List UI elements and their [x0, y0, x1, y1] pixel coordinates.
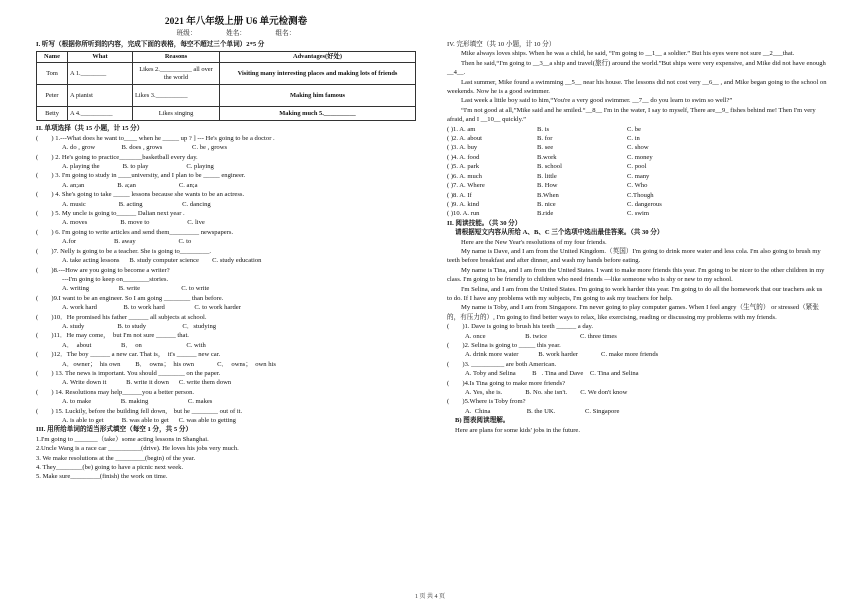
question-line: ( )12．The boy ______ a new car. That is， it's ______ new car. — [36, 351, 221, 359]
table-cell: Making much 5.__________ — [220, 107, 416, 121]
answer-options-line: A. playing the B. to play C. playing — [62, 163, 214, 171]
cloze-option-row — [447, 153, 829, 162]
student-info-fields: 班级： 姓名： 组名： — [176, 30, 296, 37]
cloze-option: ( )4. A. food — [447, 153, 480, 161]
question-line: ( )9.I want to be an engineer. So I am going ________ than before. — [36, 294, 224, 302]
cloze-option-row — [447, 191, 829, 200]
table-header-cell: Advantages(好处) — [220, 52, 416, 63]
table-cell: Visiting many interesting places and making lots of friends — [220, 63, 416, 85]
table-header-row — [37, 52, 416, 63]
fill-blank-item: 3. We make resolutions at the _________(begin) of the year. — [36, 454, 196, 462]
multiple-choice-list — [36, 134, 436, 426]
answer-options-line: A. study B. to study C．studying — [62, 322, 217, 330]
chart-reading-intro: Here are plans for some kids' jobs in the future. — [455, 426, 580, 434]
cloze-option: ( )2. A. about — [447, 135, 482, 143]
answer-options-line: A. music B. acting C. dancing — [62, 200, 211, 208]
answer-options-line: A． about B． on C. with — [62, 341, 206, 349]
table-cell: Likes singing — [133, 107, 220, 121]
table-cell: Betty — [37, 107, 68, 121]
answer-options-line: A. drink more water B. work harder C. make more friends — [465, 351, 659, 359]
question-line: ( )1. Dave is going to brush his teeth ______ a day. — [447, 323, 594, 331]
fill-blank-item: 5. Make sure_________(finish) the work on time. — [36, 473, 168, 481]
table-header-cell: What — [68, 52, 133, 63]
table-cell: A 4.__________ — [68, 107, 133, 121]
answer-options-line: A. Write down it B. write it down C. write them down — [62, 379, 232, 387]
table-row — [37, 107, 416, 121]
left-column — [36, 40, 436, 482]
table-cell: Likes 3.__________ — [133, 85, 220, 107]
reading-paragraph: My name is Tina, and I am from the United States. I want to make more friends this year. I'm going to be nicer to the other children in my class. I'm going to be friendly to children who need friends —like someone who is shy or new to my school. — [447, 266, 825, 284]
fill-blank-item: 4. They________(be) going to have a picnic next week. — [36, 464, 184, 472]
cloze-paragraph: Then he said,“I'm going to __3__a ship and travel(旅行) around the world.”But ships were very expensive, and Mike did not have enough __4__. — [447, 59, 826, 77]
table-header-cell: Reasons — [133, 52, 220, 63]
cloze-option: ( )1. A. am — [447, 125, 476, 133]
question-line: ( )10．He promised his father ______ all subjects at school. — [36, 313, 207, 321]
fill-blank-item: 1.I'm going to _______（take）some acting lessons in Shanghai. — [36, 435, 209, 443]
cloze-paragraph: Last summer, Mike found a swimming __5__ near his house. The lessons did not cost very __6__ , and Mike began going to the school on weekends. Now he is a good swimmer. — [447, 78, 827, 96]
question-line: ( ) 3. I'm going to study in ____university, and I plan to be _____ engineer. — [36, 172, 246, 180]
question-line: ( ) 6. I'm going to write articles and send them_________ newspapers. — [36, 228, 234, 236]
cloze-option: C. swim — [627, 210, 649, 218]
cloze-option: ( )8. A. If — [447, 191, 472, 199]
cloze-option: ( )6. A. much — [447, 172, 482, 180]
table-cell: Likes 2.__________ all over the world — [133, 63, 220, 85]
cloze-option: C. pool — [627, 163, 647, 171]
question-line: ( ) 4. She's going to take _____ lessons because she wants to be an actress. — [36, 191, 245, 199]
listening-section-title: I. 听写（根据你所听到的内容，完成下面的表格，每空不超过三个单词）2*5 分 — [36, 41, 265, 48]
question-line: ( ) 15. Luckily, before the building fell down, but he ________ out of it. — [36, 407, 243, 415]
reading-paragraph: My name is Dave, and I am from the United Kingdom.（英国）I'm going to drink more water and less cola. I'm also going to brush my teeth before breakfast and after dinner, and wash my hands before eating. — [447, 247, 821, 265]
answer-options-line: A. to make B. making C. makes — [62, 398, 213, 406]
answer-options-line: A. once B. twice C. three times — [465, 332, 617, 340]
table-cell: Making him famous — [220, 85, 416, 107]
reading-passage — [447, 238, 829, 323]
cloze-option-row — [447, 181, 829, 190]
cloze-paragraph: Mike always loves ships. When he was a child, he said, “I'm going to __1__ a soldier.” But his eyes were not sure __2___that. — [461, 50, 795, 58]
question-line: ( )5.Where is Toby from? — [447, 398, 526, 406]
cloze-option: B.ride — [537, 210, 554, 218]
cloze-option-row — [447, 125, 829, 134]
page-footer: 1 页 共 4 页 — [414, 593, 445, 600]
question-line: ( ) 2. He's going to practice_______basketball every day. — [36, 153, 198, 161]
cloze-option: B. is — [537, 125, 550, 133]
cloze-option: B.When — [537, 191, 559, 199]
table-cell: A pianist — [68, 85, 133, 107]
cloze-option: ( )5. A. park — [447, 163, 480, 171]
answer-options-line: A. moves B. move to C. live — [62, 219, 205, 227]
table-cell: Tom — [37, 63, 68, 85]
cloze-option-row — [447, 200, 829, 209]
page-title: 2021 年八年级上册 U6 单元检测卷 — [164, 17, 308, 27]
cloze-option: C.Though — [627, 191, 654, 199]
question-line: ( )7. Nelly is going to be a teacher. She is going to_________. — [36, 247, 212, 255]
chart-reading-title: B) 图表阅读理解。 — [455, 417, 510, 425]
cloze-option: ( )3. A. buy — [447, 144, 478, 152]
answer-options-line: A. work hard B. to work hard C. to work harder — [62, 304, 241, 312]
cloze-option: C. be — [627, 125, 641, 133]
cloze-option: ( )10. A. run — [447, 210, 480, 218]
cloze-option: B. school — [537, 163, 562, 171]
cloze-options — [447, 125, 829, 219]
question-line: ( )8.---How are you going to become a writer? — [36, 266, 170, 274]
section-title-multiple-choice: II. 单项选择（共 15 小题，计 15 分） — [36, 125, 144, 133]
question-line: ( ) 13. The news is important. You should ________ on the paper. — [36, 369, 221, 377]
cloze-option: B. see — [537, 144, 554, 152]
cloze-option: B. for — [537, 135, 553, 143]
cloze-option: C. many — [627, 172, 650, 180]
section-title-word-forms: III. 用所给单词的适当形式填空（每空 1 分，共 5 分） — [36, 426, 193, 434]
section-title-cloze: IV. 完形填空（共 10 小题，计 10 分） — [447, 41, 556, 48]
question-line: ( ) 14. Resolutions may help______you a better person. — [36, 388, 195, 396]
right-column — [447, 40, 829, 435]
question-line: ( )2. Selina is going to _____ this year. — [447, 342, 561, 349]
cloze-option-row — [447, 162, 829, 171]
answer-options-line: A．owner； his own B． owns； his own C． owns； own his — [62, 360, 276, 368]
answer-options-line: ---I'm going to keep on________stories. — [62, 275, 169, 283]
cloze-paragraph: Last week a little boy said to him,“You're a very good swimmer. __7__ do you learn to swim so well?” — [461, 97, 733, 105]
answer-options-line: A. take acting lessons B. study computer science C. study education — [62, 257, 262, 265]
cloze-option-row — [447, 143, 829, 152]
answer-options-line: A. an;an B. a;an C. an;a — [62, 181, 198, 189]
answer-options-line: A. is able to get B. was able to get C. was able to getting — [62, 417, 236, 424]
word-forms-list — [36, 435, 436, 482]
cloze-option: C. in — [627, 135, 640, 143]
cloze-option: C. Who — [627, 182, 648, 190]
cloze-option: C. money — [627, 153, 653, 161]
cloze-option-row — [447, 134, 829, 143]
table-row — [37, 85, 416, 107]
answer-options-line: A. writing B. write C. to write — [62, 285, 210, 293]
cloze-option: B.work — [537, 153, 557, 161]
reading-questions — [447, 322, 829, 416]
cloze-option: B. little — [537, 172, 557, 180]
cloze-passage — [447, 49, 829, 124]
reading-paragraph: Here are the New Year's resolutions of my four friends. — [461, 238, 607, 246]
reading-paragraph: My name is Toby, and I am from Singapore. I'm never going to play computer games. When I feel angry（生气的） or stressed（紧张的，有压力的）, I'm going to find better ways to relax, like exercising, reading or discussing my problems with my friends. — [447, 304, 819, 321]
cloze-option: C. dangerous — [627, 200, 662, 208]
answer-options-line: A.for B. away C. to — [62, 238, 192, 246]
section-title-reading: II. 阅读技能。（共 30 分） — [447, 219, 522, 227]
table-cell: A 1.________ — [68, 63, 133, 85]
table-header-cell: Name — [37, 52, 68, 63]
reading-instruction: 请根据短文内容从所给 A、B、C 三个选项中选出最佳答案。（共 30 分） — [455, 229, 664, 237]
table-cell: Peter — [37, 85, 68, 107]
question-line: ( ) 5. My uncle is going to______ Dalian next year . — [36, 210, 185, 218]
answer-options-line: A. Toby and Selina B . Tina and Dave C. Tina and Selina — [465, 370, 639, 378]
cloze-option: B. How — [537, 182, 558, 190]
cloze-option-row — [447, 172, 829, 181]
reading-paragraph: I'm Selina, and I am from the United States. I'm going to work harder this year. I'm going to do all the homework that our teachers ask us to do. If I have any problems with my subjects, I'm going to ask my teachers for help. — [447, 285, 823, 302]
listening-table — [36, 51, 416, 121]
answer-options-line: A. Yes, she is. B. No. she isn't. C. We don't know — [465, 389, 628, 397]
fill-blank-item: 2.Uncle Wang is a race car __________(drive). He loves his jobs very much. — [36, 445, 239, 453]
question-line: ( )3. __________ are both American. — [447, 360, 557, 368]
table-row — [37, 63, 416, 85]
cloze-option: ( )7. A. Where — [447, 182, 485, 190]
cloze-option: ( )9. A. kind — [447, 200, 480, 208]
answer-options-line: A. China B. the UK. C. Singapore — [465, 407, 620, 415]
cloze-option-row — [447, 209, 829, 218]
question-line: ( )11．He may come， but I'm not sure ______ that. — [36, 332, 189, 340]
cloze-option: C. show — [627, 144, 649, 152]
question-line: ( )4.Is Tina going to make more friends? — [447, 379, 566, 387]
cloze-option: B. nice — [537, 200, 556, 208]
cloze-paragraph: “I'm not good at all,”Mike said and he smiled.“__8__ I'm in the water, I say to myself, There are__9_ fishes behind me! Then I'm very afraid, and I __10__ quickly.” — [447, 106, 816, 124]
question-line: ( ) 1.---What does he want to____ when he _____ up ? ] --- He's going to be a doctor . — [36, 134, 275, 142]
answer-options-line: A. do , grow B. does , grows C. be , grows — [62, 144, 228, 152]
